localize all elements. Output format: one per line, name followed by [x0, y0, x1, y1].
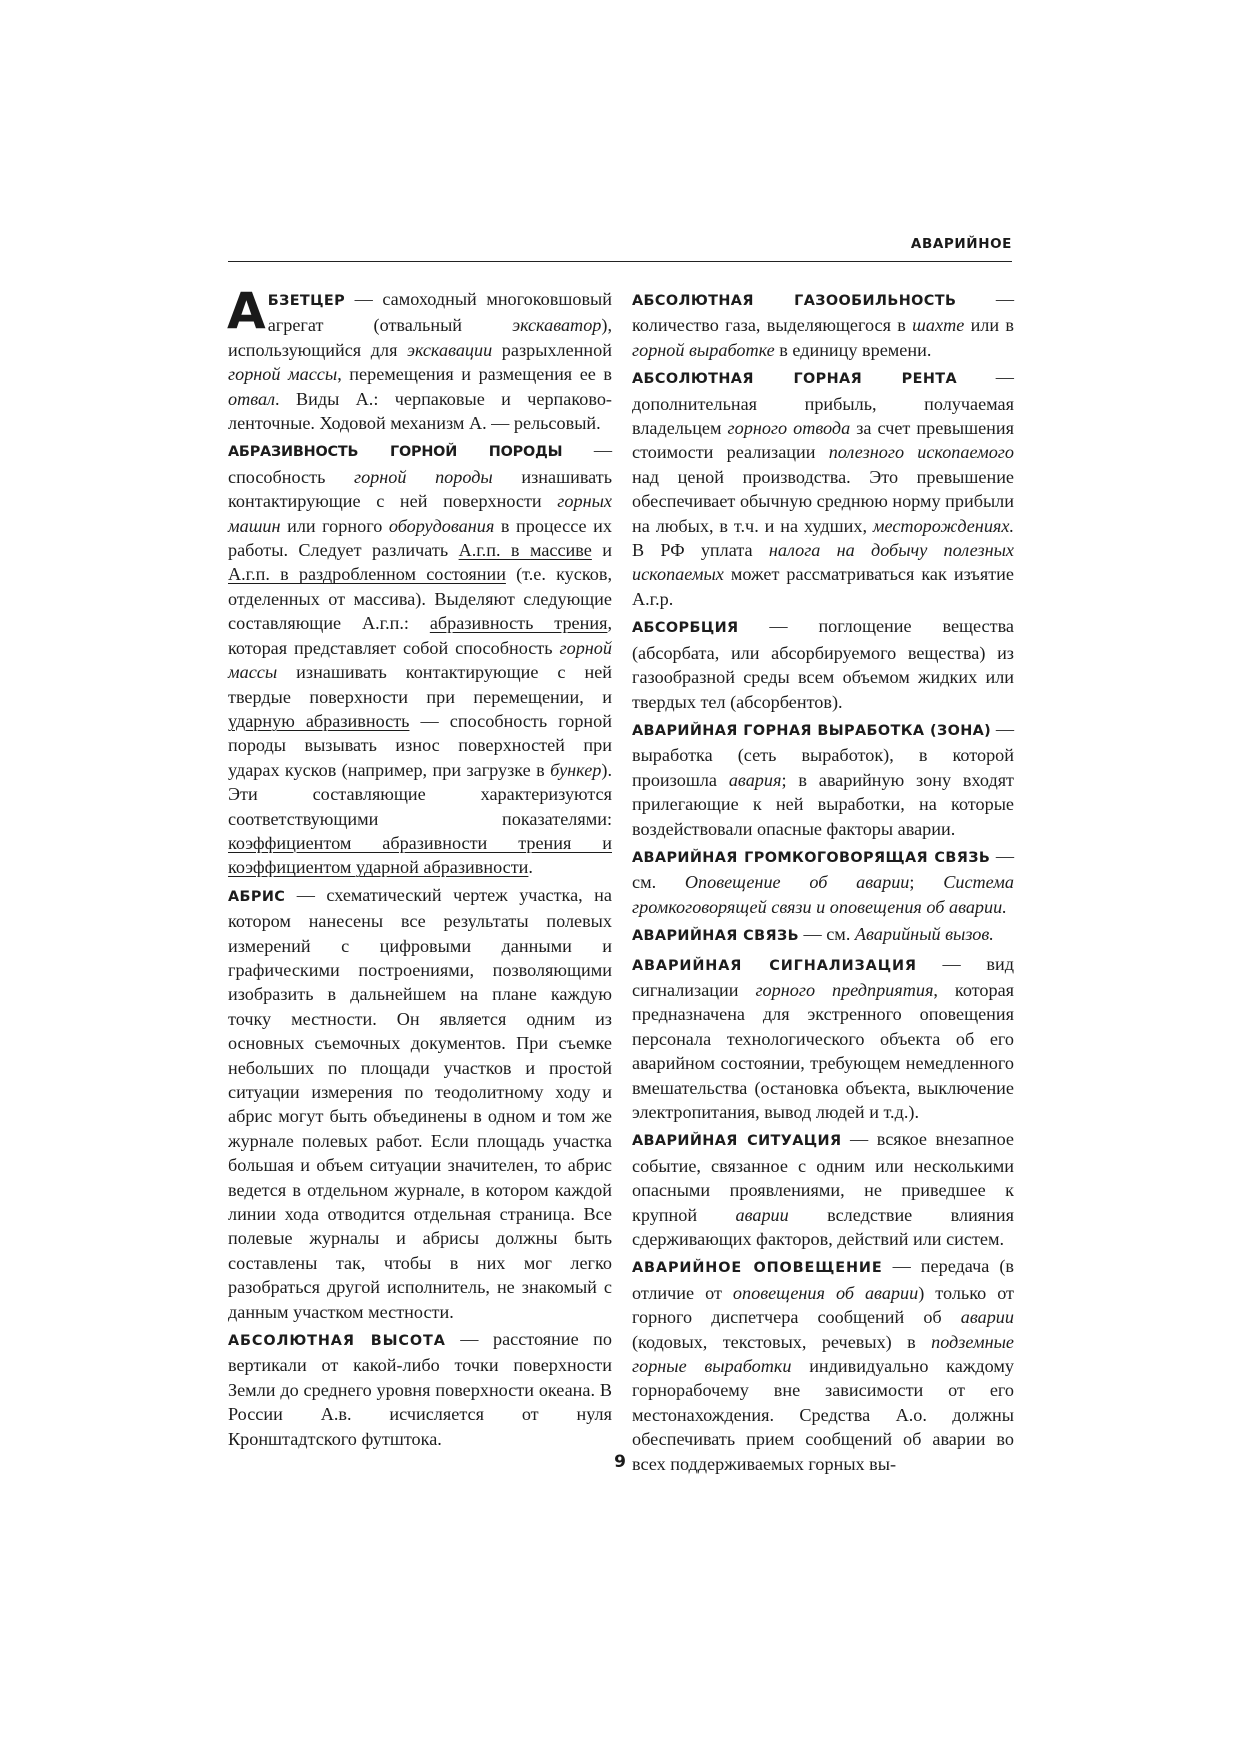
- entry-renta: АБСОЛЮТНАЯ ГОРНАЯ РЕНТА — дополнительная прибыль, получаемая владельцем горного отвода за счет превышения стоимости реализации полезного ископаемого над ценой производства. Это превышение обеспечивает обычную среднюю норму прибыли на любых, в т.ч. и на худших, месторождениях. В РФ уплата налога на добычу полезных ископаемых может рассматриваться как изъятие А.г.р.: [632, 367, 1015, 609]
- cross-reference: месторождениях.: [872, 515, 1014, 536]
- cross-reference: Оповещение об аварии: [684, 872, 910, 893]
- cross-reference: аварии: [735, 1204, 789, 1225]
- entry-term: БЗЕТЦЕР: [267, 293, 346, 309]
- cross-reference: горной массы: [228, 364, 338, 385]
- cross-reference: полезного ископаемого: [828, 442, 1014, 463]
- entry-term: АБСОЛЮТНАЯ ГАЗООБИЛЬНОСТЬ: [632, 293, 957, 309]
- entry-term: АБСОЛЮТНАЯ ГОРНАЯ РЕНТА: [632, 371, 958, 388]
- entry-term: АБРАЗИВНОСТЬ ГОРНОЙ ПОРОДЫ: [228, 444, 563, 461]
- cross-reference: горных машин: [228, 491, 612, 536]
- cross-reference: отвал: [228, 388, 276, 409]
- underlined-term: А.г.п. в массиве: [458, 540, 592, 561]
- cross-reference: оборудования: [388, 515, 495, 536]
- entry-abrazivnost: АБРАЗИВНОСТЬ ГОРНОЙ ПОРОДЫ — способность горной породы изнашивать контактирующие с ней поверхности горных машин или горного оборудования в процессе их работы. Следует различать А.г.п. в массиве и А.г.п. в раздробленном состоянии (т.е. кусков, отделенных от массива). Выделяют следующие составляющие А.г.п.: абразивность трения, которая представляет собой способность горной массы изнашивать контактирующие с ней твердые поверхности при перемещении, и ударную абразивность — способность горной породы вызывать износ поверхностей при ударах кусков (например, при загрузке в бункер). Эти составляющие характеризуются соответствующими показателями: коэффициентом абразивности трения и коэффициентом ударной абразивности.: [228, 440, 613, 878]
- cross-reference: экскавации: [407, 339, 493, 360]
- entry-term: АБСОРБЦИЯ: [632, 620, 739, 637]
- entry-abris: АБРИС — схематический чертеж участка, на котором нанесены все результаты полевых измерений с цифровыми данными и графическими построениями, позволяющими изобразить в дальнейшем на плане каждую точку местности. Он является одним из основных съемочных документов. При съемке небольших по площади участков и простой ситуации измерения по теодолитному ходу и абрис могут быть объединены в одном и том же журнале полевых работ. Если площадь участка большая и объем ситуации значителен, то абрис ведется в отдельном журнале, в котором каждой линии хода отводится отдельная страница. Все полевые журналы и абрисы должны быть составлены так, чтобы в них мог легко разобраться другой исполнитель, не знакомый с данным участком местности.: [228, 884, 612, 1322]
- cross-reference: горной массы: [228, 637, 612, 683]
- right-column: [632, 287, 1014, 1479]
- entry-term: АВАРИЙНАЯ СВЯЗЬ: [632, 928, 799, 945]
- entry-term: АБСОЛЮТНАЯ ВЫСОТА: [228, 1333, 446, 1350]
- underlined-term: абразивность трения: [429, 613, 608, 634]
- page-number: 9: [614, 1452, 626, 1472]
- entry-absorbtsiya: АБСОРБЦИЯ — поглощение вещества (абсорбата, или абсорбируемого вещества) из газообразной среды всем объемом жидких или твердых тел (абсорбентов).: [632, 616, 1014, 712]
- cross-reference: горного предприятия: [755, 979, 934, 1000]
- running-head: АВАРИЙНОЕ: [910, 236, 1012, 252]
- cross-reference: оповещения об аварии: [732, 1282, 919, 1303]
- drop-cap: А: [227, 282, 266, 340]
- entry-svyaz: АВАРИЙНАЯ СВЯЗЬ — см. Аварийный вызов.: [632, 924, 994, 945]
- entry-gazoobilnost: АБСОЛЮТНАЯ ГАЗООБИЛЬНОСТЬ — количество газа, выделяющегося в шахте или в горной выработке в единицу времени.: [632, 289, 1014, 360]
- left-column: [227, 282, 613, 1454]
- entry-term: АВАРИЙНАЯ СИГНАЛИЗАЦИЯ: [632, 957, 917, 974]
- cross-reference: горной породы: [353, 466, 493, 487]
- entry-term: АВАРИЙНАЯ ГОРНАЯ ВЫРАБОТКА (ЗОНА): [632, 722, 992, 739]
- cross-reference: Аварийный вызов.: [854, 924, 994, 945]
- entry-abzetser: АБЗЕТЦЕР — самоходный многоковшовый агрегат (отвальный экскаватор), использующийся для экскавации разрыхленной горной массы, перемещения и размещения ее в отвал. Виды А.: черпаковые и черпаково-ленточные. Ходовой механизм А. — рельсовый.: [227, 282, 612, 434]
- cross-reference: подземные горные выработки: [632, 1331, 1014, 1377]
- entry-term: АВАРИЙНАЯ СИТУАЦИЯ: [632, 1133, 842, 1150]
- cross-reference: авария: [728, 769, 782, 790]
- entry-term: АБРИС: [228, 888, 286, 905]
- cross-reference: горного отвода: [727, 418, 851, 439]
- entry-abs-vysota: АБСОЛЮТНАЯ ВЫСОТА — расстояние по вертикали от какой-либо точки поверхности Земли до среднего уровня поверхности океана. В России А.в. исчисляется от нуля Кронштадтского футштока.: [228, 1329, 613, 1449]
- cross-reference: экскаватор: [512, 315, 602, 336]
- header-rule: [228, 261, 1012, 262]
- cross-reference: горной выработке: [632, 339, 775, 360]
- cross-reference: налога на добычу полезных ископаемых: [632, 540, 1014, 585]
- entry-term: АВАРИЙНАЯ ГРОМКОГОВОРЯЩАЯ СВЯЗЬ: [632, 849, 991, 866]
- underlined-term: ударную абразивность: [228, 710, 410, 731]
- underlined-term: А.г.п. в раздробленном состоянии: [228, 564, 506, 585]
- entry-gromkogovor: АВАРИЙНАЯ ГРОМКОГОВОРЯЩАЯ СВЯЗЬ — см. Оповещение об аварии; Система громкоговорящей связи и оповещения об аварии.: [632, 845, 1014, 917]
- entry-opoveshchenie: АВАРИЙНОЕ ОПОВЕЩЕНИЕ — передача (в отличие от оповещения об аварии) только от горного диспетчера сообщений об аварии (кодовых, текстовых, речевых) в подземные горные выработки индивидуально каждому горнорабочему вне зависимости от его местонахождения. Средства А.о. должны обеспечивать прием сообщений об аварии во всех поддерживаемых горных вы-: [632, 1256, 1014, 1474]
- entry-signalizatsiya: АВАРИЙНАЯ СИГНАЛИЗАЦИЯ — вид сигнализации горного предприятия, которая предназначена для экстренного оповещения персонала технологического объекта об его аварийном состоянии, требующем немедленного вмешательства (остановка объекта, выключение электропитания, вывод людей и т.д.).: [632, 953, 1015, 1122]
- cross-reference: бункер: [550, 759, 602, 780]
- entry-situatsiya: АВАРИЙНАЯ СИТУАЦИЯ — всякое внезапное событие, связанное с одним или несколькими опасными проявлениями, не приведшее к крупной аварии вследствие влияния сдерживающих факторов, действий или систем.: [632, 1129, 1015, 1250]
- cross-reference: аварии: [960, 1307, 1014, 1328]
- cross-reference: шахте: [912, 315, 965, 336]
- entry-term: АВАРИЙНОЕ ОПОВЕЩЕНИЕ: [632, 1260, 883, 1277]
- underlined-term: коэффициентом абразивности трения и коэффициентом ударной абразивности: [228, 832, 612, 878]
- cross-reference: Система громкоговорящей связи и оповещения об аварии.: [632, 872, 1014, 917]
- entry-avar-vyrabotka: АВАРИЙНАЯ ГОРНАЯ ВЫРАБОТКА (ЗОНА) — выработка (сеть выработок), в которой произошла авария; в аварийную зону входят прилегающие к ней выработки, на которые воздействовали опасные факторы аварии.: [632, 718, 1015, 839]
